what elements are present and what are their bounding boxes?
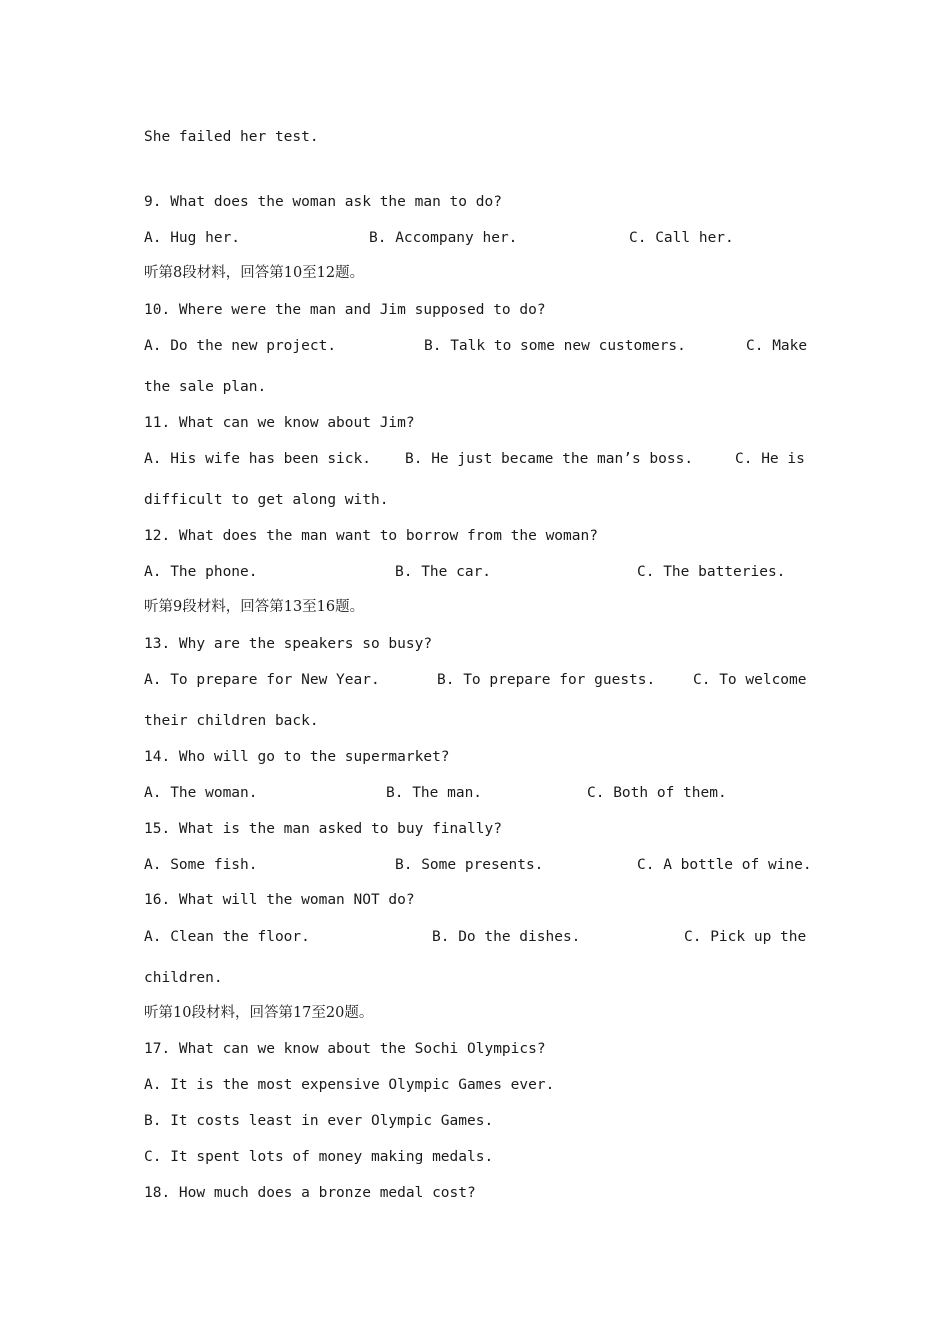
option-a: A. The phone. <box>144 564 258 580</box>
question-10-options <box>144 337 806 355</box>
question-14: 14. Who will go to the supermarket? <box>144 749 450 765</box>
question-10: 10. Where were the man and Jim supposed to do? <box>144 302 546 318</box>
section-heading-8: 听第8段材料，回答第10至12题。 <box>144 265 365 281</box>
question-12-options <box>144 563 806 581</box>
question-11: 11. What can we know about Jim? <box>144 415 415 431</box>
question-17: 17. What can we know about the Sochi Olympics? <box>144 1041 546 1057</box>
option-a: A. It is the most expensive Olympic Games ever. <box>144 1077 555 1093</box>
option-b: B. Do the dishes. <box>432 929 581 945</box>
option-c: C. Both of them. <box>587 785 727 801</box>
option-b: B. He just became the man’s boss. <box>405 451 694 467</box>
question-15: 15. What is the man asked to buy finally? <box>144 821 502 837</box>
option-a: A. Clean the floor. <box>144 929 310 945</box>
question-14-options <box>144 784 806 802</box>
question-13-options <box>144 671 806 689</box>
option-c: C. He is <box>735 451 805 467</box>
question-13: 13. Why are the speakers so busy? <box>144 636 433 652</box>
option-a: A. Hug her. <box>144 230 241 246</box>
option-b: B. Talk to some new customers. <box>424 338 686 354</box>
option-c: C. The batteries. <box>637 564 786 580</box>
question-16: 16. What will the woman NOT do? <box>144 892 415 908</box>
option-c-continued: their children back. <box>144 713 319 729</box>
option-a: A. His wife has been sick. <box>144 451 371 467</box>
option-c: C. Make <box>746 338 808 354</box>
option-c: C. It spent lots of money making medals. <box>144 1149 494 1165</box>
option-c-continued: the sale plan. <box>144 379 267 395</box>
option-b: B. Some presents. <box>395 857 544 873</box>
question-15-options <box>144 856 812 874</box>
option-a: A. Do the new project. <box>144 338 337 354</box>
option-a: A. Some fish. <box>144 857 258 873</box>
section-heading-9: 听第9段材料，回答第13至16题。 <box>144 599 365 615</box>
option-c: C. A bottle of wine. <box>637 857 812 873</box>
option-b: B. Accompany her. <box>369 230 518 246</box>
question-9: 9. What does the woman ask the man to do? <box>144 194 502 210</box>
question-12: 12. What does the man want to borrow from the woman? <box>144 528 598 544</box>
question-9-options <box>144 229 806 247</box>
option-c: C. To welcome <box>693 672 807 688</box>
option-c: C. Call her. <box>629 230 734 246</box>
option-c-continued: difficult to get along with. <box>144 492 389 508</box>
document-page <box>144 0 812 1344</box>
option-b: B. The man. <box>386 785 483 801</box>
question-11-options <box>144 450 806 468</box>
section-heading-10: 听第10段材料，回答第17至20题。 <box>144 1005 374 1021</box>
question-16-options <box>144 928 806 946</box>
option-b: B. To prepare for guests. <box>437 672 656 688</box>
option-b: B. The car. <box>395 564 492 580</box>
option-b: B. It costs least in ever Olympic Games. <box>144 1113 494 1129</box>
option-c: C. Pick up the <box>684 929 807 945</box>
question-18: 18. How much does a bronze medal cost? <box>144 1185 476 1201</box>
option-c-continued: children. <box>144 970 223 986</box>
text-line: She failed her test. <box>144 129 319 145</box>
option-a: A. To prepare for New Year. <box>144 672 380 688</box>
option-a: A. The woman. <box>144 785 258 801</box>
